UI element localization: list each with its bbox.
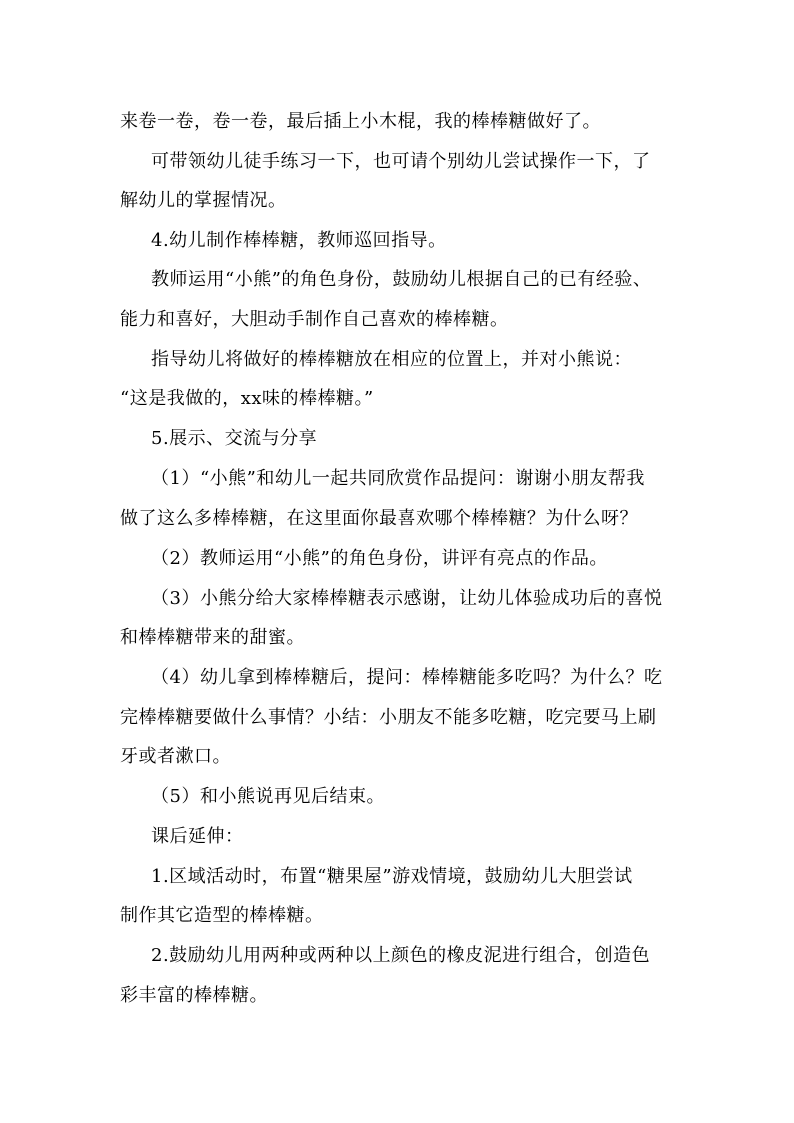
text-line: （1）“小熊”和幼儿一起共同欣赏作品提问：谢谢小朋友帮我 <box>151 468 645 489</box>
text-line: 可带领幼儿徒手练习一下，也可请个别幼儿尝试操作一下，了 <box>151 151 651 172</box>
text-line: （4）幼儿拿到棒棒糖后，提问：棒棒糖能多吃吗？为什么？吃 <box>151 667 663 688</box>
text-line: 2.鼓励幼儿用两种或两种以上颜色的橡皮泥进行组合，创造色 <box>151 945 651 966</box>
text-line: 指导幼儿将做好的棒棒糖放在相应的位置上，并对小熊说： <box>151 349 632 370</box>
text-line: （2）教师运用“小熊”的角色身份，讲评有亮点的作品。 <box>151 548 608 569</box>
text-line: （3）小熊分给大家棒棒糖表示感谢，让幼儿体验成功后的喜悦 <box>151 588 663 609</box>
text-line: 制作其它造型的棒棒糖。 <box>120 905 324 926</box>
text-line: 课后延伸： <box>151 826 244 847</box>
text-line: 能力和喜好，大胆动手制作自己喜欢的棒棒糖。 <box>120 309 509 330</box>
text-line: 彩丰富的棒棒糖。 <box>120 985 268 1006</box>
text-line: （5）和小熊说再见后结束。 <box>151 786 385 807</box>
text-line: 4.幼儿制作棒棒糖，教师巡回指导。 <box>151 230 447 251</box>
text-line: 解幼儿的掌握情况。 <box>120 190 287 211</box>
text-line: “这是我做的，xx味的棒棒糖。” <box>120 388 374 409</box>
text-line: 牙或者漱口。 <box>120 746 231 767</box>
text-line: 1.区域活动时，布置“糖果屋”游戏情境，鼓励幼儿大胆尝试 <box>151 866 633 887</box>
text-line: 做了这么多棒棒糖，在这里面你最喜欢哪个棒棒糖？为什么呀？ <box>120 508 638 529</box>
text-line: 完棒棒糖要做什么事情？小结：小朋友不能多吃糖，吃完要马上刷 <box>120 707 657 728</box>
text-line: 和棒棒糖带来的甜蜜。 <box>120 627 305 648</box>
text-line: 教师运用“小熊”的角色身份，鼓励幼儿根据自己的已有经验、 <box>151 269 652 290</box>
text-line: 来卷一卷，卷一卷，最后插上小木棍，我的棒棒糖做好了。 <box>120 111 601 132</box>
text-line: 5.展示、交流与分享 <box>151 428 318 449</box>
